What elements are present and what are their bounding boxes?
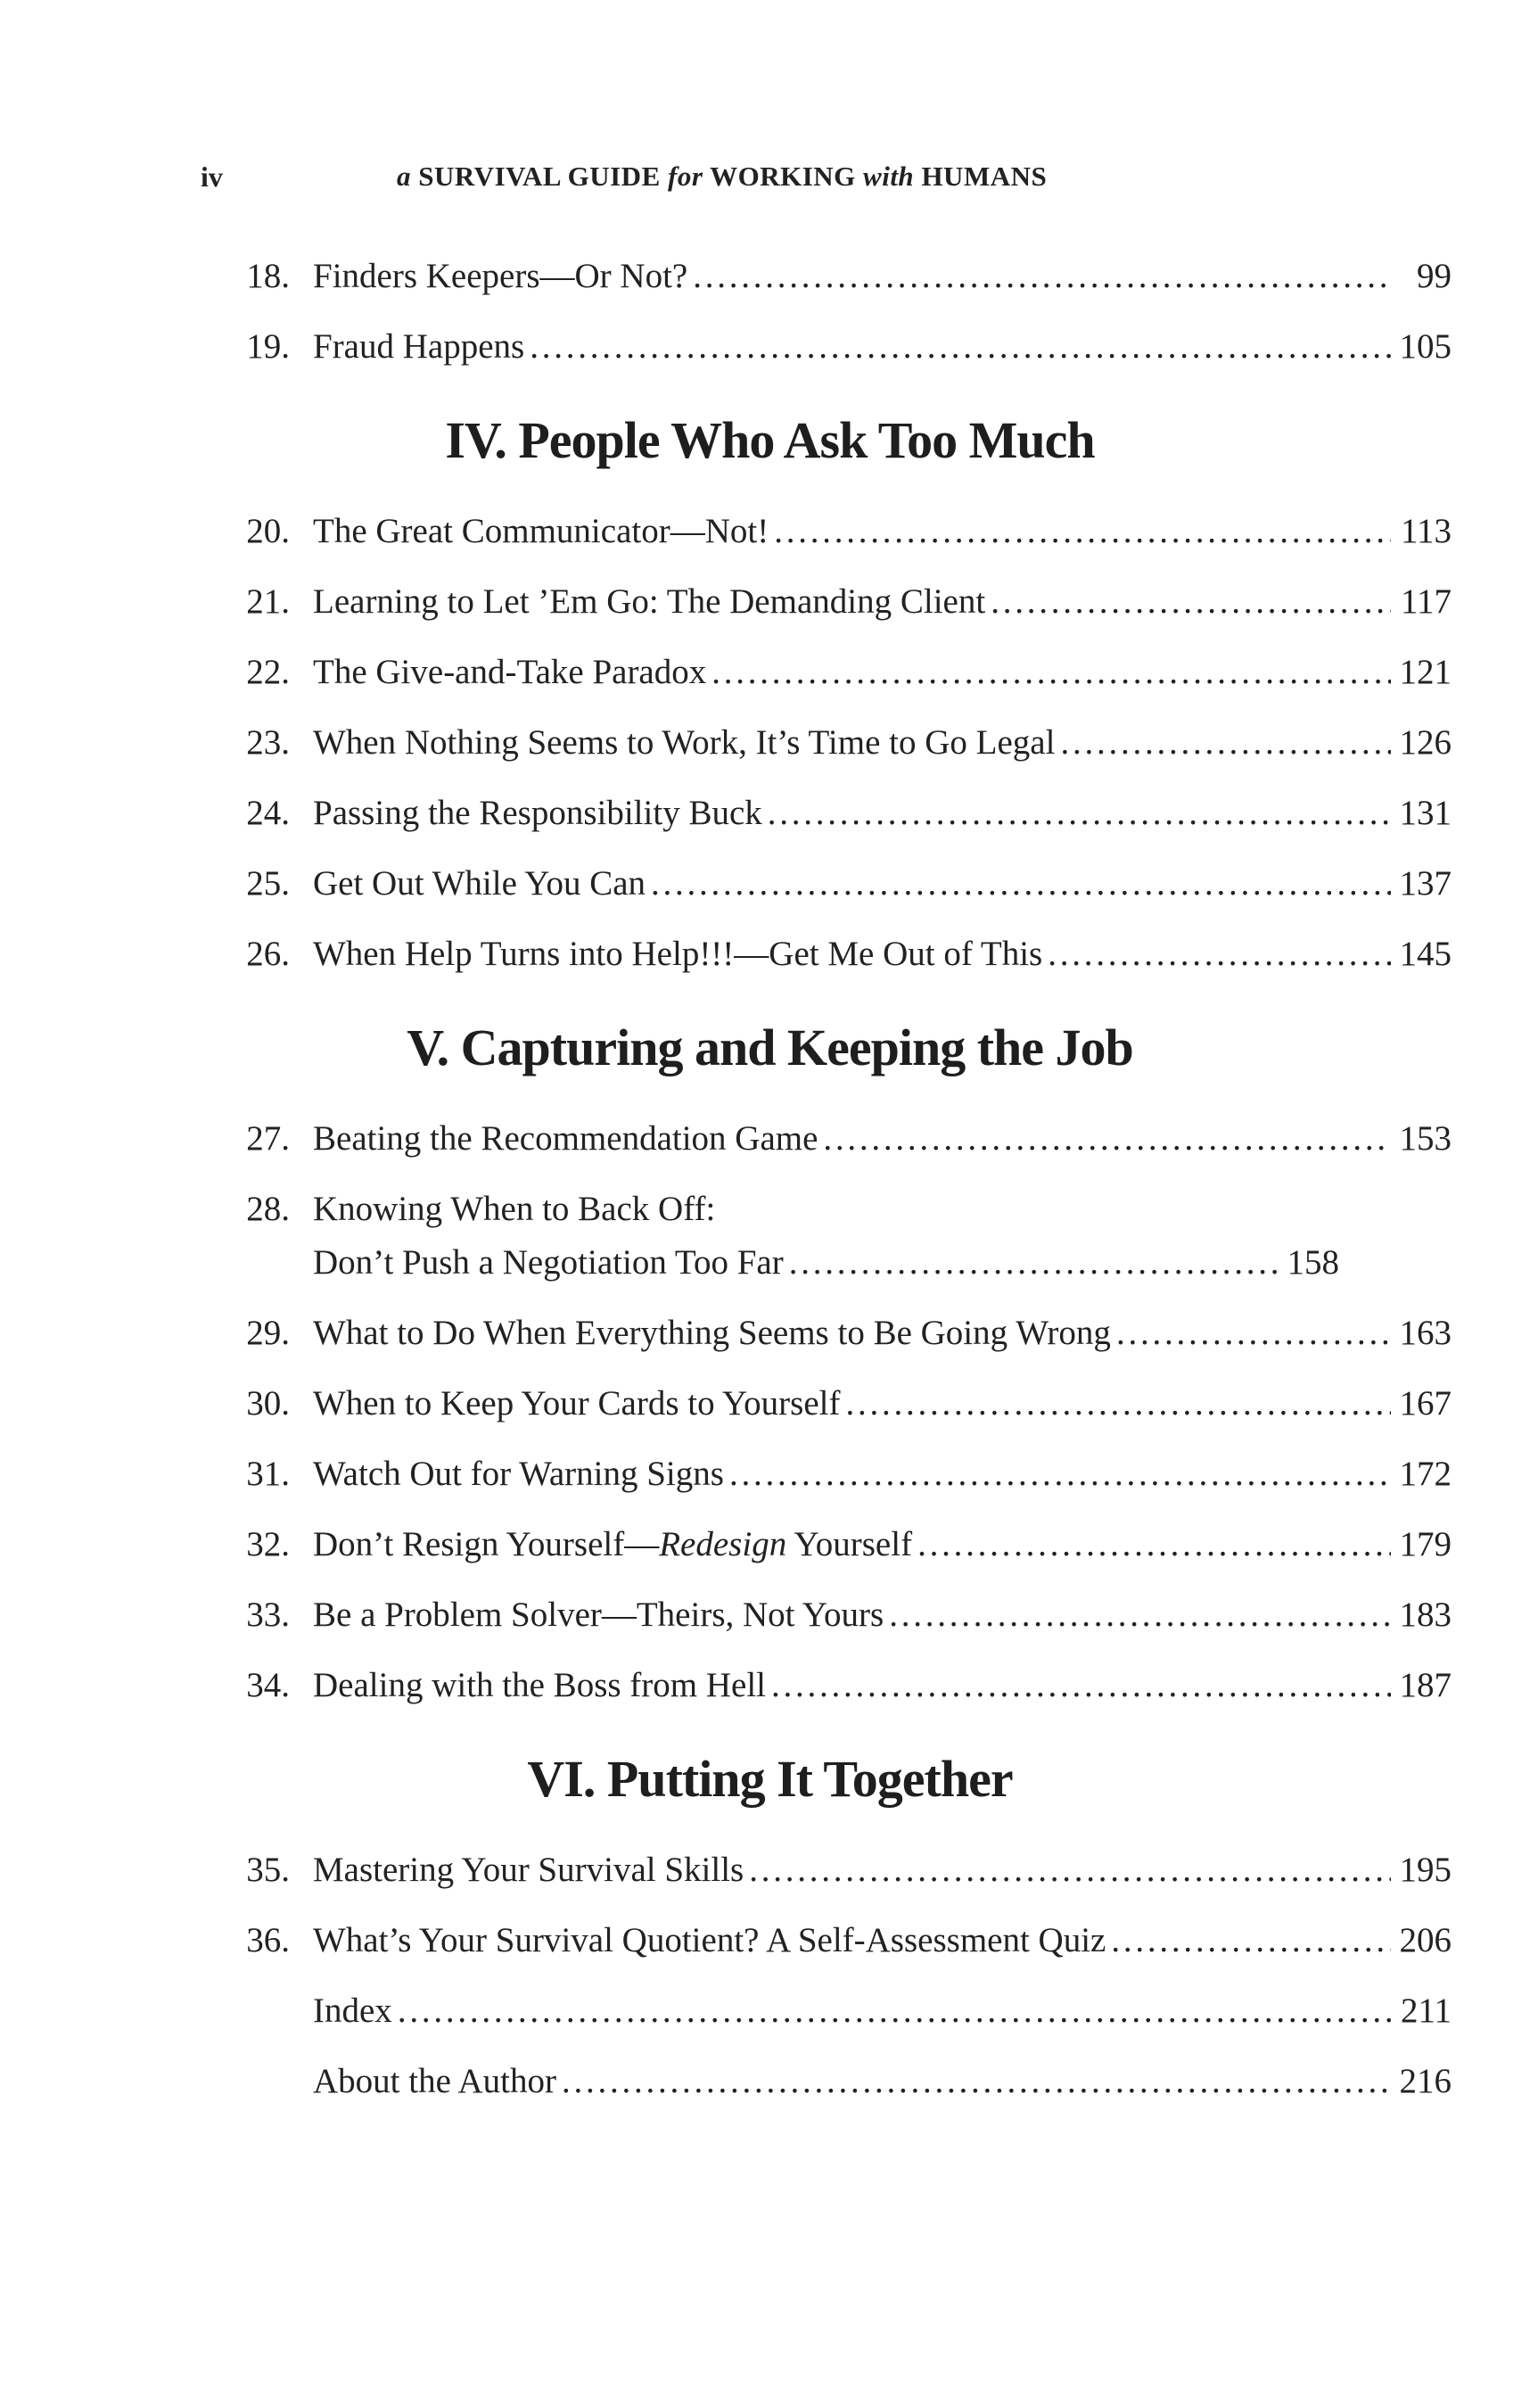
entry-title: When Help Turns into Help!!!—Get Me Out of This: [313, 935, 1043, 973]
entry-number: 23.: [246, 723, 290, 762]
entry-page: 183: [1399, 1596, 1452, 1634]
entry-page: 163: [1399, 1314, 1452, 1352]
entry-title: What’s Your Survival Quotient? A Self-Assessment Quiz: [313, 1921, 1106, 1959]
entry-page: 105: [1399, 327, 1452, 366]
entry-number: 30.: [246, 1384, 290, 1423]
dot-leader: [729, 1439, 1391, 1509]
entry-number: 28.: [246, 1190, 290, 1228]
toc-entry[interactable]: [201, 637, 1452, 707]
entry-page: 145: [1399, 935, 1452, 973]
running-title-part: a: [397, 161, 411, 192]
entry-page: 216: [1399, 2062, 1452, 2100]
entry-title: The Give-and-Take Paradox: [313, 653, 707, 691]
dot-leader: [1060, 707, 1391, 778]
running-title: [397, 161, 1342, 193]
toc-entry[interactable]: [201, 707, 1452, 778]
entry-page: 211: [1400, 1992, 1452, 2030]
entry-title: Learning to Let ’Em Go: The Demanding Client: [313, 582, 986, 621]
running-title-part: for: [668, 161, 703, 192]
entry-page: 99: [1417, 257, 1452, 295]
entry-title: About the Author: [313, 2062, 556, 2100]
entry-title-part: Don’t Resign Yourself—: [313, 1525, 660, 1563]
entry-title: The Great Communicator—Not!: [313, 512, 769, 550]
toc-entry[interactable]: [201, 1835, 1452, 1905]
dot-leader: [1048, 919, 1391, 989]
entry-page: 121: [1399, 653, 1452, 691]
entry-page: 167: [1399, 1384, 1452, 1423]
entry-page: 172: [1399, 1455, 1452, 1493]
entry-number: 18.: [246, 257, 290, 295]
dot-leader: [845, 1368, 1391, 1439]
entry-title: Be a Problem Solver—Theirs, Not Yours: [313, 1596, 884, 1634]
entry-title: Finders Keepers—Or Not?: [313, 257, 688, 295]
dot-leader: [917, 1509, 1391, 1579]
running-title-part: HUMANS: [921, 161, 1048, 192]
entry-page: 137: [1399, 864, 1452, 903]
toc-entry[interactable]: [201, 848, 1452, 919]
entry-title: When Nothing Seems to Work, It’s Time to Go Legal: [313, 723, 1056, 762]
entry-page: 206: [1399, 1921, 1452, 1959]
toc-entry[interactable]: [201, 241, 1452, 311]
dot-leader: [991, 566, 1391, 637]
entry-page: 117: [1400, 582, 1452, 621]
toc-entry[interactable]: [201, 311, 1452, 382]
running-title-part: WORKING: [710, 161, 856, 192]
entry-number: 19.: [246, 327, 290, 366]
toc-entry[interactable]: [201, 496, 1452, 566]
toc-entry[interactable]: [201, 1439, 1452, 1509]
entry-title: [313, 1509, 912, 1579]
toc-entry[interactable]: [201, 1650, 1452, 1720]
entry-page: 195: [1399, 1851, 1452, 1889]
entry-number: 27.: [246, 1119, 290, 1158]
entry-title: What to Do When Everything Seems to Be Going Wrong: [313, 1314, 1111, 1352]
entry-title: Don’t Push a Negotiation Too Far: [313, 1243, 784, 1282]
entry-number: 32.: [246, 1525, 290, 1563]
entry-number: 24.: [246, 794, 290, 832]
entry-number: 29.: [246, 1314, 290, 1352]
dot-leader: [651, 848, 1391, 919]
entry-page: 126: [1399, 723, 1452, 762]
toc-entry[interactable]: [201, 1368, 1452, 1439]
entry-title: Fraud Happens: [313, 327, 525, 366]
toc-entry[interactable]: [201, 1579, 1452, 1650]
entry-number: 22.: [246, 653, 290, 691]
entry-title: Get Out While You Can: [313, 864, 646, 903]
entry-number: 25.: [246, 864, 290, 903]
dot-leader: [889, 1579, 1391, 1650]
dot-leader: [1116, 1298, 1391, 1368]
entry-title: When to Keep Your Cards to Yourself: [313, 1384, 841, 1423]
entry-title: Beating the Recommendation Game: [313, 1119, 818, 1158]
entry-title: Index: [313, 1992, 392, 2030]
section-heading: VI. Putting It Together: [527, 1750, 1013, 1808]
toc-entry[interactable]: [201, 1905, 1452, 1975]
toc-entry[interactable]: [201, 1509, 1452, 1579]
entry-number: 34.: [246, 1666, 290, 1704]
dot-leader: [1111, 1905, 1391, 1975]
toc-entry[interactable]: [201, 1298, 1452, 1368]
entry-number: 35.: [246, 1851, 290, 1889]
dot-leader: [789, 1236, 1279, 1290]
dot-leader: [823, 1103, 1391, 1174]
toc-entry[interactable]: [201, 1174, 1339, 1298]
dot-leader: [768, 778, 1391, 848]
entry-number: 21.: [246, 582, 290, 621]
toc-entry[interactable]: [201, 1975, 1452, 2046]
entry-title-part: Yourself: [786, 1525, 913, 1563]
entry-page: 153: [1399, 1119, 1452, 1158]
dot-leader: [749, 1835, 1391, 1905]
entry-title: Watch Out for Warning Signs: [313, 1455, 724, 1493]
toc-entry[interactable]: [201, 778, 1452, 848]
entry-title-emphasis: Redesign: [659, 1525, 787, 1563]
entry-number: 36.: [246, 1921, 290, 1959]
entry-number: 31.: [246, 1455, 290, 1493]
dot-leader: [774, 496, 1391, 566]
entry-title: Dealing with the Boss from Hell: [313, 1666, 767, 1704]
entry-page: 179: [1399, 1525, 1452, 1563]
page-number: iv: [201, 161, 223, 193]
dot-leader: [562, 2046, 1391, 2116]
toc-entry[interactable]: [201, 919, 1452, 989]
toc-entry[interactable]: [201, 566, 1452, 637]
section-heading: V. Capturing and Keeping the Job: [407, 1018, 1133, 1076]
dot-leader: [711, 637, 1391, 707]
entry-page: 131: [1399, 794, 1452, 832]
entry-page: 113: [1400, 512, 1452, 550]
dot-leader: [693, 241, 1391, 311]
entry-page: 187: [1399, 1666, 1452, 1704]
entry-number: 26.: [246, 935, 290, 973]
running-title-part: with: [863, 161, 915, 192]
entry-page: 158: [1287, 1243, 1339, 1282]
entry-number: 20.: [246, 512, 290, 550]
dot-leader: [398, 1975, 1391, 2046]
entry-title: Passing the Responsibility Buck: [313, 794, 762, 832]
entry-title-line1: Knowing When to Back Off:: [313, 1190, 716, 1228]
entry-number: 33.: [246, 1596, 290, 1634]
running-header: [201, 161, 1339, 201]
table-of-contents: [201, 241, 1452, 2116]
dot-leader: [530, 311, 1391, 382]
running-title-part: SURVIVAL GUIDE: [418, 161, 661, 192]
entry-title: Mastering Your Survival Skills: [313, 1851, 744, 1889]
toc-entry[interactable]: [201, 2046, 1452, 2116]
toc-entry[interactable]: [201, 1103, 1452, 1174]
dot-leader: [771, 1650, 1391, 1720]
section-heading: IV. People Who Ask Too Much: [445, 411, 1095, 469]
